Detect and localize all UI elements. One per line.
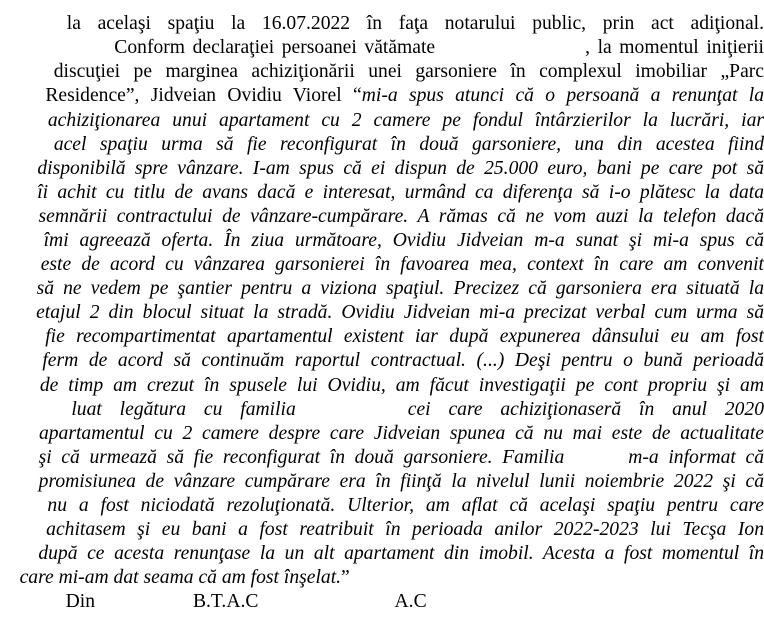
line-25-text: Din B.T.A.C A.C [66,591,427,612]
text-line-5 [0,85,764,109]
line-2-text-a: Conform declaraţiei persoanei vătămate [114,37,435,58]
text-line-14 [0,301,764,325]
text-line-12 [0,253,764,277]
text-line-19 [0,422,764,446]
text-line-7 [0,133,764,157]
line-2-text-b: , la momentul iniţierii [585,37,764,58]
text-line-23 [0,518,764,542]
line-20-text: promisiunea de vânzare cumpărare era în fiinţă la nivelul lunii noiembrie 2022 şi că [39,471,764,492]
text-line-17 [0,374,764,398]
text-line-13 [0,277,764,301]
closing-quote: ” [341,567,350,588]
line-4-text-italic: mi-a spus atunci că o persoană a renunţat la [362,85,764,106]
text-line-10 [0,205,764,229]
line-6-text: acel spaţiu urma să fie reconfigurat în două garsoniere, una din acestea fiind [54,134,764,155]
text-line-20 [0,446,764,470]
line-19-text-a: şi că urmează să fie reconfigurat în două garsoniere. Familia [39,447,565,468]
line-1-text: la acelaşi spaţiu la 16.07.2022 în faţa notarului public, prin act adiţional. [67,13,764,34]
text-line-4 [0,60,764,84]
line-16-text: de timp am crezut în spusele lui Ovidiu, am făcut investigaţii pe cont propriu şi am [40,375,764,396]
line-21-text: nu a fost niciodată rezoluţionată. Ulterior, am aflat că acelaşi spaţiu pentru care [47,495,764,516]
line-10-text: îmi agreează oferta. În ziua următoare, Ovidiu Jidveian m-a sunat şi mi-a spus că [44,230,764,251]
text-line-3 [0,36,764,60]
line-17-text-a: luat legătura cu familia [71,399,295,420]
line-8-text: îi achit cu titlu de avans dacă e interesat, urmând ca diferenţa să i-o plătesc la data [37,182,764,203]
line-14-text: fie recompartimentat apartamentul existent iar după expunerea dânsului eu am fost [45,326,764,347]
line-3-text: discuţiei pe marginea achiziţionării unei garsoniere în complexul imobiliar „Parc [54,61,764,82]
line-4-text-a: Residence”, Jidveian Ovidiu Viorel “ [45,85,361,106]
text-line-16 [0,350,764,374]
line-24-text: care mi-am dat seama că am fost înşelat. [20,567,341,588]
text-line-22 [0,494,764,518]
text-line-6 [0,109,764,133]
line-22-text: achitasem şi eu bani a fost reatribuit în perioada anilor 2022-2023 lui Tecşa Ion [46,519,764,540]
text-line-11 [0,229,764,253]
line-11-text: este de acord cu vânzarea garsonierei în favoarea mea, context în care am convenit [41,254,764,275]
line-18-text: apartamentul cu 2 camere despre care Jidveian spunea că nu mai este de actualitate [39,423,764,444]
text-line-15 [0,325,764,349]
text-line-25 [0,566,764,590]
text-line-2 [0,12,764,36]
line-7-text: disponibilă spre vânzare. I-am spus că ei dispun de 25.000 euro, bani pe care pot să [37,158,764,179]
line-17-text-b: cei care achiziţionaseră în anul 2020 [408,399,764,420]
text-line-18 [0,398,764,422]
line-9-text: semnării contractului de vânzare-cumpărare. A rămas că ne vom auzi la telefon dacă [39,206,764,227]
text-line-8 [0,157,764,181]
text-line-1 [0,0,764,12]
line-23-text: după ce acesta renunţase la un alt apartament din imobil. Acesta a fost momentul în [38,543,764,564]
line-5-text: achiziţionarea unui apartament cu 2 camere pe fondul întârzierilor la lucrări, iar [48,110,764,131]
text-line-24 [0,542,764,566]
line-19-text-b: m-a informat că [628,447,764,468]
text-line-21 [0,470,764,494]
line-15-text: ferm de acord să continuăm raportul contractual. (...) Deşi pentru o bună perioadă [42,350,764,371]
line-13-text: etajul 2 din blocul situat la stradă. Ovidiu Jidveian mi-a precizat verbal cum urma să [36,302,764,323]
text-line-9 [0,181,764,205]
line-12-text: să ne vedem pe şantier pentru a viziona spaţiul. Precizez că garsoniera era situată la [37,278,764,299]
